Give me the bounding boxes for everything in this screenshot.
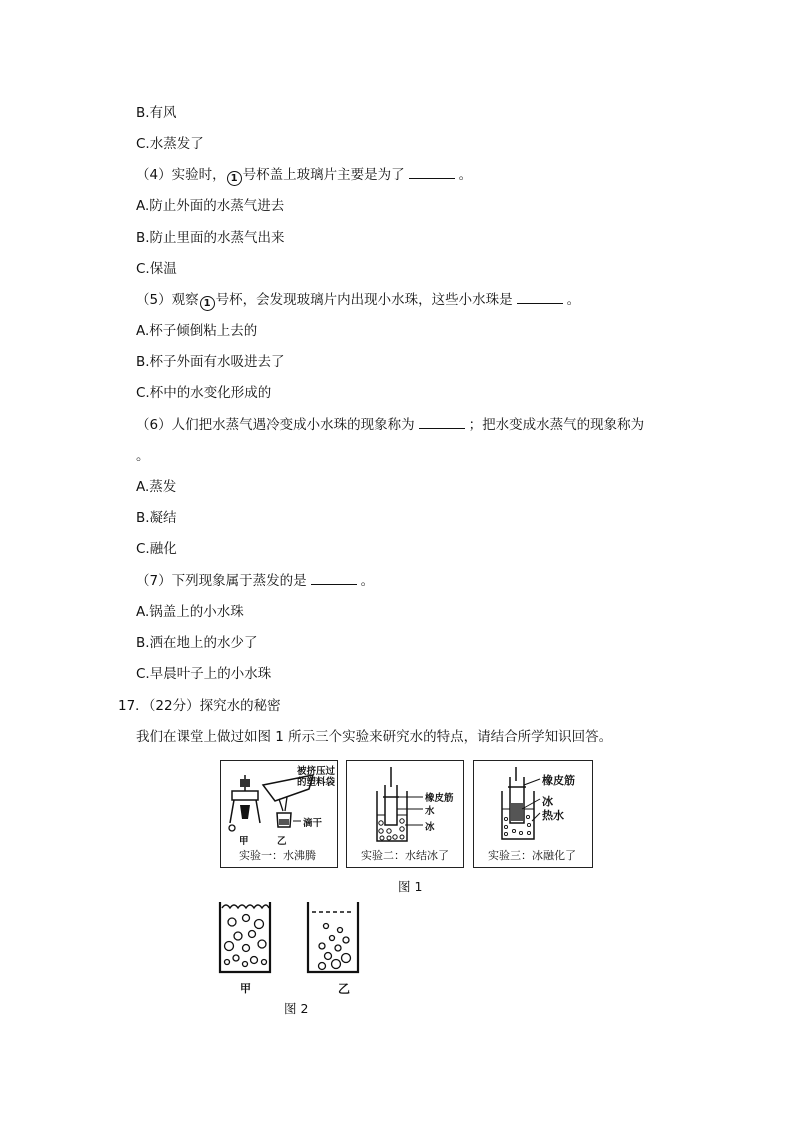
answer-blank: [517, 291, 563, 304]
answer-blank: [311, 572, 357, 585]
q4-end: 。: [458, 167, 473, 183]
q6-option-a: A.蒸发: [136, 479, 177, 495]
label-dry: 滴干: [303, 818, 323, 829]
panel3-caption: 实验三：冰融化了: [488, 849, 576, 862]
figure1-caption: 图 1: [398, 879, 423, 894]
answer-blank: [409, 166, 455, 179]
label-plastic-bag-line2: 的塑料袋: [297, 777, 336, 788]
figure2-label-jia: 甲: [240, 982, 251, 995]
q3-option-b: B.有风: [136, 105, 177, 121]
figure1-panel-melting: [473, 760, 593, 868]
label-ice: 冰: [425, 822, 435, 833]
q7-end: 。: [360, 573, 375, 589]
figure1-panel-boiling: [220, 760, 338, 868]
panel1-caption: 实验一：水沸腾: [239, 849, 316, 862]
label-hot-water: 热水: [542, 809, 564, 822]
figure1-panel-freezing: [346, 760, 464, 868]
q6-text1: （6）人们把水蒸气遇冷变成小水珠的现象称为: [136, 417, 415, 433]
q17-title: 17．（22分）探究水的秘密: [118, 698, 281, 714]
label-yi: 乙: [277, 836, 287, 847]
q4-suffix: 号杯盖上玻璃片主要是为了: [242, 167, 405, 183]
q4-option-a: A.防止外面的水蒸气进去: [136, 198, 285, 214]
q5-option-a: A.杯子倾倒粘上去的: [136, 323, 258, 339]
figure2-caption: 图 2: [284, 1001, 309, 1016]
q6-text2: ；把水变成水蒸气的现象称为: [468, 417, 645, 433]
label-rubber-band: 橡皮筋: [542, 774, 575, 787]
q5-prefix: （5）观察: [136, 292, 199, 308]
label-plastic-bag-line1: 被挤压过: [297, 766, 336, 777]
q3-option-c: C.水蒸发了: [136, 136, 204, 152]
q6-wrap: 。: [136, 448, 150, 464]
q17-intro: 我们在课堂上做过如图 1 所示三个实验来研究水的特点，请结合所学知识回答。: [136, 729, 613, 745]
q4-prefix: （4）实验时，: [136, 167, 226, 183]
q6-stem: [136, 416, 644, 434]
q5-option-b: B.杯子外面有水吸进去了: [136, 354, 285, 370]
q4-option-b: B.防止里面的水蒸气出来: [136, 230, 285, 246]
q5-end: 。: [566, 292, 581, 308]
q7-option-b: B.洒在地上的水少了: [136, 635, 258, 651]
figure2-label-yi: 乙: [338, 982, 351, 996]
label-rubber-band: 橡皮筋: [425, 793, 454, 804]
circled-number: 1: [227, 171, 242, 186]
panel2-caption: 实验二：水结冰了: [361, 849, 449, 862]
q6-option-b: B.凝结: [136, 510, 177, 526]
label-jia: 甲: [239, 836, 249, 847]
label-ice: 冰: [542, 795, 553, 808]
q4-stem: [136, 166, 472, 186]
q4-option-c: C.保温: [136, 261, 177, 277]
q5-option-c: C.杯中的水变化形成的: [136, 385, 272, 401]
figure2-beakers-illustration: [212, 898, 392, 998]
q7-stem: [136, 572, 374, 590]
q5-suffix: 号杯，会发现玻璃片内出现小水珠，这些小水珠是: [215, 292, 513, 308]
label-water: 水: [425, 806, 435, 817]
q7-option-c: C.早晨叶子上的小水珠: [136, 666, 272, 682]
q7-text: （7）下列现象属于蒸发的是: [136, 573, 307, 589]
circled-number: 1: [200, 296, 215, 311]
q5-stem: [136, 291, 580, 311]
q7-option-a: A.锅盖上的小水珠: [136, 604, 244, 620]
q6-option-c: C.融化: [136, 541, 177, 557]
answer-blank: [419, 416, 465, 429]
